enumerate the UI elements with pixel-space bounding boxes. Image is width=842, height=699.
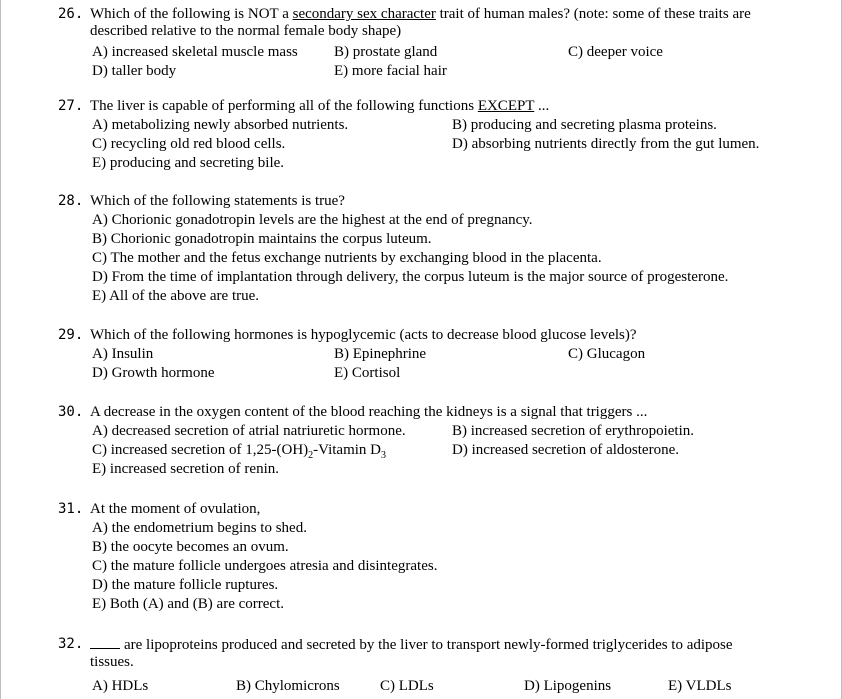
question-stem: Which of the following hormones is hypoglycemic (acts to decrease blood glucose levels)? [90, 327, 637, 343]
option-e[interactable]: E) more facial hair [334, 63, 447, 79]
question-number: 30. [58, 404, 84, 420]
question-stem: Which of the following statements is true? [90, 193, 345, 209]
option-d[interactable]: D) the mature follicle ruptures. [92, 577, 279, 593]
option-e[interactable]: E) All of the above are true. [92, 288, 260, 304]
option-d[interactable]: D) increased secretion of aldosterone. [452, 442, 679, 458]
option-a[interactable]: A) decreased secretion of atrial natriuretic hormone. [92, 423, 406, 439]
option-b[interactable]: B) producing and secreting plasma proteins. [452, 117, 717, 133]
option-b[interactable]: B) the oocyte becomes an ovum. [92, 539, 289, 555]
option-d[interactable]: D) From the time of implantation through delivery, the corpus luteum is the major source of progesterone. [92, 269, 729, 285]
option-c[interactable]: C) Glucagon [568, 346, 646, 362]
option-a[interactable]: A) HDLs [92, 678, 149, 694]
option-a[interactable]: A) the endometrium begins to shed. [92, 520, 307, 536]
option-a[interactable]: A) increased skeletal muscle mass [92, 44, 298, 60]
option-c[interactable]: C) increased secretion of $1,25-(OH)_2$-Vitamin $D_3$ [92, 442, 387, 461]
option-c[interactable]: C) recycling old red blood cells. [92, 136, 286, 152]
option-d[interactable]: D) Lipogenins [524, 678, 612, 694]
option-c[interactable]: C) deeper voice [568, 44, 663, 60]
option-a[interactable]: A) Chorionic gonadotropin levels are the highest at the end of pregnancy. [92, 212, 533, 228]
option-b[interactable]: B) increased secretion of erythropoietin. [452, 423, 694, 439]
option-a[interactable]: A) Insulin [92, 346, 154, 362]
option-a[interactable]: A) metabolizing newly absorbed nutrients. [92, 117, 349, 133]
option-b[interactable]: B) Epinephrine [334, 346, 427, 362]
question-stem: A decrease in the oxygen content of the blood reaching the kidneys is a signal that triggers ... [90, 404, 648, 420]
option-e[interactable]: E) VLDLs [668, 678, 732, 694]
option-e[interactable]: E) Cortisol [334, 365, 401, 381]
option-d[interactable]: D) absorbing nutrients directly from the gut lumen. [452, 136, 760, 152]
page-frame-left [0, 0, 1, 699]
option-b[interactable]: B) prostate gland [334, 44, 438, 60]
answer-blank[interactable] [90, 636, 120, 649]
question-number: 26. [58, 6, 84, 22]
question-stem: Which of the following is NOT a secondary sex character trait of human males? (note: some of these traits are described relative to the normal female body shape) [90, 6, 751, 39]
option-c[interactable]: C) LDLs [380, 678, 434, 694]
question-stem: The liver is capable of performing all of the following functions EXCEPT ... [90, 98, 550, 114]
option-c[interactable]: C) The mother and the fetus exchange nutrients by exchanging blood in the placenta. [92, 250, 602, 266]
question-number: 29. [58, 327, 84, 343]
option-d[interactable]: D) Growth hormone [92, 365, 215, 381]
question-stem: are lipoproteins produced and secreted by the liver to transport newly-formed triglycerides to adipose tissues. [90, 637, 733, 670]
question-number: 32. [58, 636, 84, 652]
option-e[interactable]: E) Both (A) and (B) are correct. [92, 596, 284, 612]
option-d[interactable]: D) taller body [92, 63, 177, 79]
question-number: 27. [58, 98, 84, 114]
question-stem: At the moment of ovulation, [90, 501, 261, 517]
option-b[interactable]: B) Chylomicrons [236, 678, 340, 694]
option-b[interactable]: B) Chorionic gonadotropin maintains the corpus luteum. [92, 231, 432, 247]
option-e[interactable]: E) producing and secreting bile. [92, 155, 285, 171]
option-e[interactable]: E) increased secretion of renin. [92, 461, 279, 477]
question-number: 28. [58, 193, 84, 209]
option-c[interactable]: C) the mature follicle undergoes atresia and disintegrates. [92, 558, 438, 574]
question-number: 31. [58, 501, 84, 517]
